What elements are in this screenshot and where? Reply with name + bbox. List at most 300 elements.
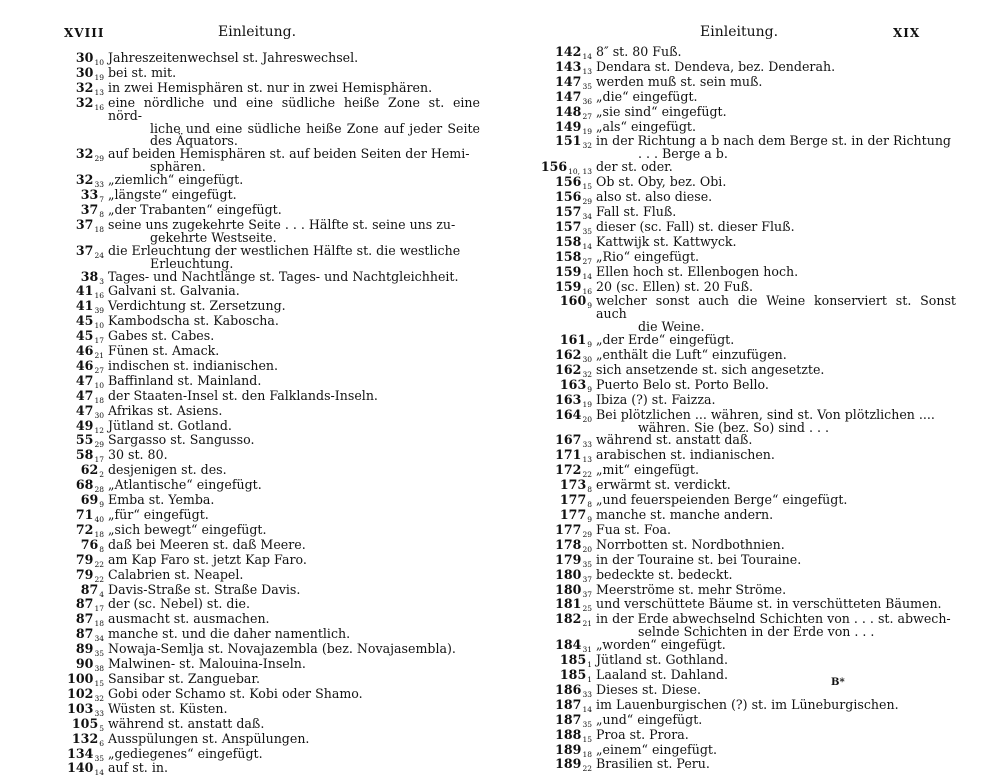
entry-text — [596, 696, 956, 712]
entry-text — [596, 135, 956, 161]
reference-page: 172 — [555, 462, 582, 478]
correction-text: der (sc. Nebel) st. die. — [108, 596, 250, 612]
correction-continuation: . . . Berge a b. — [638, 146, 728, 162]
entry-reference — [60, 762, 108, 777]
correction-text: 20 (sc. Ellen) st. 20 Fuß. — [596, 278, 754, 294]
reference-page: 147 — [555, 88, 582, 104]
correction-text: 8″ st. 80 Fuß. — [596, 44, 682, 59]
reference-line: 17 — [94, 604, 104, 614]
correction-text: Fünen st. Amack. — [108, 343, 220, 359]
reference-line: 29 — [94, 440, 104, 450]
reference-line: 8 — [99, 544, 104, 554]
entry-text — [596, 58, 956, 74]
reference-page: 62 — [80, 462, 99, 478]
reference-line: 10 — [94, 58, 104, 67]
reference-page: 157 — [555, 203, 582, 219]
reference-page: 32 — [75, 146, 94, 162]
errata-list — [60, 52, 480, 777]
reference-line: 19 — [582, 126, 592, 136]
entry-text — [596, 361, 956, 377]
correction-text: ausmacht st. ausmachen. — [108, 611, 270, 627]
reference-page: 76 — [80, 536, 99, 552]
reference-page: 171 — [555, 447, 582, 463]
correction-text: „Rio“ eingefügt. — [596, 248, 700, 264]
reference-page: 189 — [555, 741, 582, 757]
errata-entry — [536, 135, 956, 161]
reference-page: 163 — [555, 391, 582, 407]
entry-reference — [536, 613, 596, 628]
entry-text — [108, 685, 480, 701]
entry-text — [596, 233, 956, 249]
reference-page: 158 — [555, 248, 582, 264]
entry-text — [108, 174, 480, 187]
entry-text — [108, 449, 480, 462]
errata-entry — [60, 242, 480, 271]
correction-text: Dieses st. Diese. — [596, 681, 701, 697]
correction-text: „enthält die Luft“ einzufügen. — [596, 347, 787, 363]
entry-text — [108, 315, 480, 328]
reference-page: 45 — [75, 328, 94, 344]
entry-text — [108, 79, 480, 95]
reference-line: 29 — [582, 529, 592, 539]
correction-text: dieser (sc. Fall) st. dieser Fluß. — [596, 218, 795, 234]
right-page — [500, 0, 1000, 774]
reference-line: 18 — [94, 529, 104, 539]
reference-line: 20 — [582, 544, 592, 554]
correction-text: „der Erde“ eingefügt. — [596, 332, 735, 348]
correction-text: Gabes st. Cabes. — [108, 328, 215, 344]
entry-text — [596, 176, 956, 189]
reference-page: 47 — [75, 402, 94, 418]
reference-line: 7 — [99, 195, 104, 205]
entry-text — [108, 201, 480, 217]
reference-line: 9 — [587, 340, 592, 350]
entry-text — [596, 598, 956, 611]
reference-line: 19 — [582, 399, 592, 409]
reference-page: 186 — [555, 681, 582, 697]
entry-text — [108, 745, 480, 761]
entry-text — [596, 103, 956, 119]
reference-page: 160 — [559, 293, 587, 309]
entry-text — [108, 643, 480, 656]
correction-text: Fall st. Fluß. — [596, 203, 677, 219]
entry-text — [108, 700, 480, 716]
reference-line: 13 — [582, 455, 592, 465]
entry-text — [108, 464, 480, 477]
reference-line: 37 — [582, 574, 592, 584]
reference-line: 29 — [94, 154, 104, 164]
reference-line: 13 — [582, 66, 592, 76]
correction-text: indischen st. indianischen. — [108, 357, 279, 373]
entry-text — [108, 330, 480, 343]
correction-text: „sich bewegt“ eingefügt. — [108, 521, 267, 537]
entry-reference — [60, 216, 108, 234]
reference-line: 8 — [587, 500, 592, 510]
reference-page: 187 — [555, 711, 582, 727]
reference-page: 49 — [75, 417, 94, 433]
reference-page: 90 — [75, 656, 94, 672]
correction-text: Emba st. Yemba. — [108, 492, 215, 508]
reference-line: 5 — [99, 723, 104, 733]
correction-text: Meerströme st. mehr Ströme. — [596, 581, 787, 597]
correction-text: „längste“ eingefügt. — [108, 187, 237, 203]
reference-page: 149 — [555, 118, 582, 134]
reference-page: 37 — [75, 242, 94, 258]
correction-text: Brasilien st. Peru. — [596, 756, 710, 772]
reference-line: 34 — [94, 634, 104, 644]
reference-line: 9 — [587, 515, 592, 524]
reference-line: 21 — [582, 619, 592, 629]
reference-page: 163 — [559, 376, 587, 392]
errata-entry — [536, 758, 956, 773]
reference-page: 167 — [555, 432, 582, 448]
entry-text — [108, 189, 480, 202]
entry-text — [596, 349, 956, 362]
reference-page: 132 — [71, 730, 99, 746]
reference-page: 32 — [75, 79, 94, 95]
entry-text — [108, 536, 480, 552]
reference-page: 185 — [559, 666, 587, 682]
correction-text: Jahreszeitenwechsel st. Jahreswechsel. — [108, 50, 359, 65]
reference-page: 33 — [80, 187, 99, 203]
reference-page: 188 — [555, 726, 582, 742]
correction-text: auf st. in. — [108, 760, 168, 776]
correction-continuation: sphären. — [150, 159, 206, 175]
correction-text: Tages- und Nachtlänge st. Tages- und Nachtgleichheit. — [108, 268, 459, 284]
correction-text: Proa st. Prora. — [596, 726, 689, 742]
correction-text: „als“ eingefügt. — [596, 118, 696, 134]
reference-page: 87 — [75, 611, 94, 627]
entry-text — [596, 479, 956, 492]
entry-text — [596, 509, 956, 522]
entry-text — [596, 161, 956, 174]
correction-text: bedeckte st. bedeckt. — [596, 566, 733, 582]
entry-text — [108, 402, 480, 418]
reference-line: 33 — [94, 180, 104, 190]
entry-text — [108, 551, 480, 567]
correction-text: „die“ eingefügt. — [596, 88, 698, 104]
correction-continuation: die Weine. — [638, 319, 705, 335]
entry-text — [596, 295, 956, 334]
correction-text: „der Trabanten“ eingefügt. — [108, 201, 282, 217]
correction-text: Ausspülungen st. Anspülungen. — [108, 730, 310, 746]
reference-page: 189 — [555, 756, 582, 772]
entry-text — [108, 521, 480, 537]
reference-page: 105 — [71, 715, 99, 731]
reference-page: 178 — [555, 536, 582, 552]
correction-text: Davis-Straße st. Straße Davis. — [108, 581, 301, 597]
correction-continuation: liche und eine südliche heiße Zone auf jeder Seite des Äquators. — [150, 120, 480, 149]
reference-line: 28 — [94, 485, 104, 495]
correction-text: in der Richtung a b nach dem Berge st. in der Richtung — [596, 133, 951, 149]
reference-page: 147 — [555, 73, 582, 89]
reference-page: 69 — [80, 492, 99, 508]
reference-page: 164 — [555, 406, 582, 422]
correction-text: Ob st. Oby, bez. Obi. — [596, 174, 727, 190]
entry-text — [596, 613, 956, 639]
reference-page: 100 — [67, 670, 94, 686]
correction-text: Malwinen- st. Malouina-Inseln. — [108, 656, 306, 672]
correction-text: während st. anstatt daß. — [596, 432, 753, 448]
reference-page: 156 — [555, 174, 582, 190]
reference-line: 35 — [582, 226, 592, 236]
entry-text — [108, 285, 480, 298]
correction-text: Calabrien st. Neapel. — [108, 566, 244, 582]
reference-page: 156 — [555, 189, 582, 205]
entry-text — [108, 300, 480, 313]
entry-text — [596, 464, 956, 477]
correction-text: „und feuerspeienden Berge“ eingefügt. — [596, 492, 848, 508]
entry-text — [108, 762, 480, 775]
reference-line: 12 — [94, 425, 104, 435]
correction-text: seine uns zugekehrte Seite . . . Hälfte st. seine uns zu- — [108, 216, 456, 232]
correction-text: in zwei Hemisphären st. nur in zwei Hemisphären. — [108, 79, 433, 95]
reference-page: 32 — [75, 94, 94, 110]
entry-text — [108, 387, 480, 403]
reference-line: 16 — [582, 286, 592, 296]
reference-page: 79 — [75, 551, 94, 567]
reference-line: 6 — [99, 738, 104, 748]
reference-line: 16 — [94, 102, 104, 112]
entry-text — [596, 248, 956, 264]
entry-text — [596, 391, 956, 407]
reference-line: 39 — [94, 306, 104, 316]
reference-line: 27 — [582, 111, 592, 121]
reference-line: 14 — [582, 52, 592, 61]
reference-line: 18 — [94, 619, 104, 629]
entry-reference — [536, 295, 596, 310]
entry-text — [596, 191, 956, 204]
entry-text — [108, 598, 480, 611]
reference-page: 72 — [75, 521, 94, 537]
entry-text — [108, 216, 480, 245]
entry-text — [108, 345, 480, 358]
errata-entry — [60, 216, 480, 245]
entry-text — [596, 406, 956, 435]
correction-text: Ibiza (?) st. Faizza. — [596, 391, 716, 407]
correction-text: eine nördliche und eine südliche heiße Zone st. eine nörd- — [108, 94, 480, 123]
reference-line: 15 — [582, 182, 592, 192]
reference-line: 25 — [582, 604, 592, 614]
correction-text: Verdichtung st. Zersetzung. — [108, 298, 286, 314]
correction-text: 30 st. 80. — [108, 447, 168, 463]
reference-page: 71 — [75, 507, 94, 522]
entry-text — [596, 711, 956, 727]
reference-line: 35 — [94, 649, 104, 659]
entry-text — [596, 376, 956, 392]
reference-line: 33 — [582, 689, 592, 699]
reference-line: 14 — [582, 704, 592, 714]
reference-page: 162 — [555, 347, 582, 363]
reference-line: 17 — [94, 336, 104, 346]
reference-page: 159 — [555, 278, 582, 294]
reference-page: 185 — [559, 652, 587, 668]
reference-line: 1 — [587, 660, 592, 670]
entry-text — [596, 654, 956, 667]
reference-line: 4 — [99, 589, 104, 599]
reference-page: 79 — [75, 566, 94, 582]
correction-text: „für“ eingefügt. — [108, 507, 209, 522]
entry-text — [108, 357, 480, 373]
reference-page: 157 — [555, 218, 582, 234]
reference-line: 30 — [582, 355, 592, 365]
reference-line: 27 — [582, 256, 592, 266]
reference-page: 184 — [555, 637, 582, 653]
correction-text: der st. oder. — [596, 159, 673, 175]
correction-text: Gobi oder Schamo st. Kobi oder Shamo. — [108, 685, 363, 701]
entry-reference — [536, 758, 596, 773]
reference-line: 38 — [94, 664, 104, 674]
correction-text: „Atlantische“ eingefügt. — [108, 477, 262, 493]
entry-text — [108, 94, 480, 149]
reference-line: 9 — [587, 384, 592, 394]
correction-text: Wüsten st. Küsten. — [108, 700, 228, 716]
reference-page: 179 — [555, 551, 582, 567]
reference-line: 9 — [99, 500, 104, 510]
reference-page: 102 — [67, 685, 94, 701]
page-number: XIX — [893, 26, 921, 40]
entry-text — [108, 658, 480, 671]
correction-text: „ziemlich“ eingefügt. — [108, 172, 244, 188]
entry-text — [108, 730, 480, 746]
entry-reference — [60, 242, 108, 260]
reference-line: 20 — [582, 414, 592, 424]
entry-text — [596, 278, 956, 294]
correction-text: Sansibar st. Zanguebar. — [108, 670, 261, 686]
correction-text: also st. also diese. — [596, 189, 713, 205]
correction-text: der Staaten-Insel st. den Falklands-Inseln. — [108, 387, 378, 403]
entry-text — [596, 73, 956, 89]
entry-text — [596, 118, 956, 134]
reference-line: 32 — [582, 369, 592, 379]
correction-text: Norrbotten st. Nordbothnien. — [596, 536, 785, 552]
reference-page: 45 — [75, 313, 94, 329]
reference-line: 8 — [587, 485, 592, 495]
correction-text: „mit“ eingefügt. — [596, 462, 700, 478]
correction-text: Jütland st. Gotland. — [108, 417, 232, 433]
entry-text — [108, 268, 480, 284]
reference-line: 32 — [94, 693, 104, 703]
correction-text: Dendara st. Dendeva, bez. Denderah. — [596, 58, 836, 74]
entry-text — [596, 434, 956, 447]
reference-page: 182 — [555, 611, 582, 627]
reference-page: 103 — [67, 700, 94, 716]
errata-entry — [536, 613, 956, 639]
entry-reference — [60, 148, 108, 163]
reference-line: 35 — [94, 753, 104, 763]
correction-text: Jütland st. Gothland. — [596, 652, 728, 668]
reference-line: 33 — [94, 708, 104, 718]
correction-text: in der Erde abwechselnd Schichten von . . . st. abwech- — [596, 611, 951, 627]
entry-text — [596, 536, 956, 552]
entry-text — [108, 628, 480, 641]
reference-line: 21 — [94, 351, 104, 361]
correction-text: im Lauenburgischen (?) st. im Lüneburgischen. — [596, 696, 899, 712]
errata-entry — [60, 94, 480, 149]
correction-text: während st. anstatt daß. — [108, 715, 265, 731]
correction-text: bei st. mit. — [108, 64, 177, 80]
correction-text: Puerto Belo st. Porto Bello. — [596, 376, 769, 392]
reference-line: 37 — [582, 589, 592, 599]
correction-text: „sie sind“ eingefügt. — [596, 103, 727, 119]
entry-text — [108, 715, 480, 731]
running-title: Einleitung. — [700, 24, 779, 40]
reference-page: 143 — [555, 58, 582, 74]
reference-line: 17 — [94, 455, 104, 465]
reference-page: 134 — [67, 745, 94, 761]
reference-line: 16 — [94, 291, 104, 301]
entry-text — [108, 581, 480, 597]
reference-page: 187 — [555, 696, 582, 712]
correction-text: daß bei Meeren st. daß Meere. — [108, 536, 306, 552]
correction-continuation: Erleuchtung. — [150, 255, 234, 271]
reference-page: 151 — [555, 133, 582, 149]
entry-text — [108, 509, 480, 522]
entry-text — [596, 449, 956, 462]
correction-text: Bei plötzlichen ... währen, sind st. Von plötzlichen .... — [596, 406, 935, 422]
reference-line: 30 — [94, 410, 104, 420]
reference-page: 38 — [80, 268, 99, 284]
reference-page: 161 — [559, 332, 587, 348]
reference-page: 46 — [75, 357, 94, 373]
correction-text: die Erleuchtung der westlichen Hälfte st. die westliche — [108, 242, 461, 258]
entry-text — [596, 88, 956, 104]
reference-line: 15 — [582, 734, 592, 744]
entry-text — [108, 434, 480, 447]
reference-page: 58 — [75, 447, 94, 463]
reference-page: 68 — [75, 477, 94, 493]
reference-line: 9 — [587, 301, 592, 311]
reference-line: 27 — [94, 365, 104, 375]
entry-text — [596, 666, 956, 682]
entry-text — [108, 242, 480, 271]
reference-page: 47 — [75, 387, 94, 403]
correction-text: arabischen st. indianischen. — [596, 447, 775, 463]
entry-text — [108, 566, 480, 582]
reference-line: 13 — [94, 87, 104, 97]
correction-text: Galvani st. Galvania. — [108, 283, 240, 299]
reference-page: 41 — [75, 298, 94, 314]
correction-text: „gediegenes“ eingefügt. — [108, 745, 263, 761]
correction-text: welcher sonst auch die Weine konserviert st. Sonst auch — [596, 293, 956, 322]
correction-text: und verschüttete Bäume st. in verschütteten Bäumen. — [596, 596, 942, 612]
entry-text — [596, 494, 956, 507]
reference-page: 177 — [559, 492, 587, 508]
entry-text — [596, 218, 956, 234]
entry-reference — [536, 406, 596, 424]
reference-line: 32 — [582, 141, 592, 151]
entry-text — [596, 46, 956, 59]
correction-text: Sargasso st. Sangusso. — [108, 432, 255, 448]
entry-text — [108, 494, 480, 507]
errata-entry — [60, 148, 480, 174]
reference-page: 30 — [75, 50, 94, 65]
reference-line: 8 — [99, 209, 104, 219]
correction-text: Baffinland st. Mainland. — [108, 372, 262, 388]
entry-text — [108, 670, 480, 686]
entry-text — [596, 581, 956, 597]
entry-text — [596, 521, 956, 537]
entry-text — [108, 479, 480, 492]
reference-line: 31 — [582, 645, 592, 655]
reference-line: 2 — [99, 470, 104, 480]
reference-line: 18 — [94, 395, 104, 405]
reference-page: 162 — [555, 361, 582, 377]
errata-entry — [536, 295, 956, 334]
entry-text — [596, 263, 956, 279]
reference-page: 30 — [75, 64, 94, 80]
reference-page: 47 — [75, 372, 94, 388]
